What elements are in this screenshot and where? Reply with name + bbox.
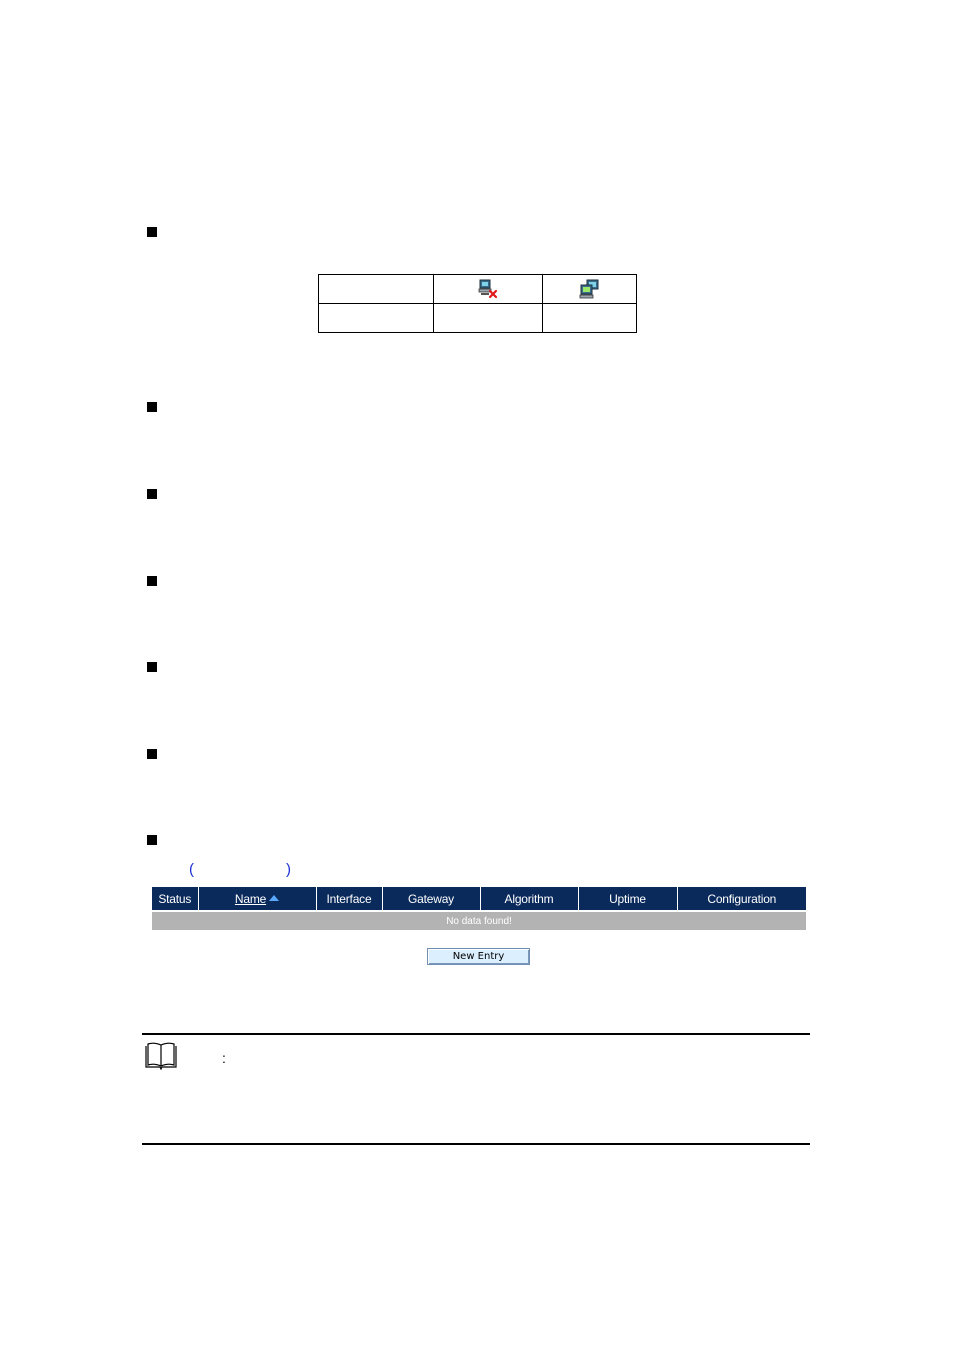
sort-ascending-icon[interactable] <box>269 895 279 901</box>
note-bottom-rule <box>142 1143 810 1145</box>
bullet <box>147 227 157 237</box>
paren-close: ) <box>286 861 291 878</box>
legend-label-row <box>319 304 637 333</box>
table-header-row <box>152 887 806 911</box>
paren-open: ( <box>189 861 194 878</box>
legend-cell <box>543 275 637 304</box>
legend-cell <box>434 275 543 304</box>
legend-icon-row <box>319 275 637 304</box>
bullet <box>147 489 157 499</box>
book-icon <box>144 1042 178 1070</box>
bullet <box>147 576 157 586</box>
connected-computers-icon <box>579 279 601 299</box>
legend-cell <box>434 304 543 333</box>
column-header-configuration[interactable]: Configuration <box>677 887 806 911</box>
column-header-status[interactable]: Status <box>152 887 198 911</box>
bullet <box>147 835 157 845</box>
new-entry-button[interactable]: New Entry <box>427 948 530 965</box>
bullet <box>147 402 157 412</box>
tunnel-table <box>152 887 806 930</box>
column-header-gateway[interactable]: Gateway <box>382 887 480 911</box>
bullet <box>147 749 157 759</box>
column-header-name-label[interactable]: Name <box>234 891 267 906</box>
column-header-uptime[interactable]: Uptime <box>578 887 677 911</box>
column-header-name[interactable] <box>198 887 316 911</box>
bullet <box>147 662 157 672</box>
legend-cell <box>319 275 434 304</box>
empty-message: No data found! <box>152 911 806 930</box>
status-legend-table <box>318 274 637 333</box>
column-header-interface[interactable]: Interface <box>316 887 382 911</box>
note-top-rule <box>142 1033 810 1035</box>
column-header-algorithm[interactable]: Algorithm <box>480 887 578 911</box>
legend-cell <box>543 304 637 333</box>
legend-cell <box>319 304 434 333</box>
table-row <box>152 911 806 930</box>
note-colon: : <box>222 1050 226 1066</box>
disconnected-computer-icon <box>477 279 499 299</box>
